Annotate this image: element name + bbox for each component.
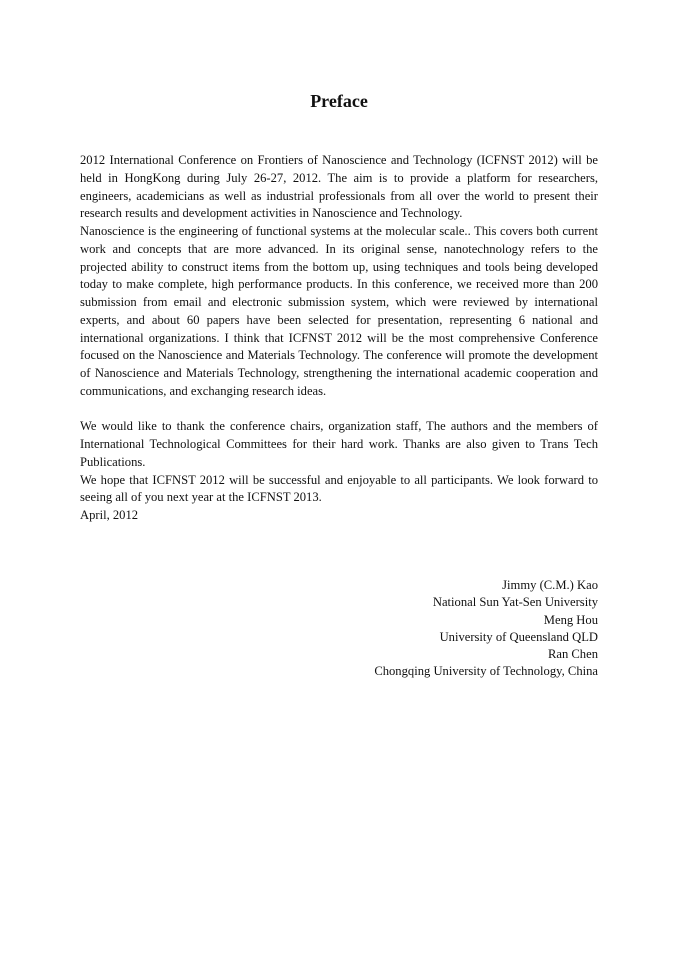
signature-name-chen: Ran Chen	[547, 647, 598, 662]
paragraph-thanks: We would like to thank the conference chairs, organization staff, The authors and the members of International Technological Committees for their hard work. Thanks are also given to Trans Tech Publications.	[80, 419, 598, 469]
signature-affiliation-cqut: Chongqing University of Technology, China	[374, 664, 598, 679]
signature-affiliation-uq: University of Queensland QLD	[439, 629, 598, 644]
paragraph-intro: 2012 International Conference on Frontiers of Nanoscience and Technology (ICFNST 2012) will be held in HongKong during July 26-27, 2012. The aim is to provide a platform for researchers, engineers, academicians as well as industrial professionals from all over the world to present their research results and development activities in Nanoscience and Technology.	[80, 153, 598, 221]
paragraph-hope: We hope that ICFNST 2012 will be successful and enjoyable to all participants. We look forward to seeing all of you next year at the ICFNST 2013.	[80, 472, 598, 505]
signature-name-kao: Jimmy (C.M.) Kao	[502, 578, 598, 592]
paragraph-nanoscience: Nanoscience is the engineering of functional systems at the molecular scale.. This covers both current work and concepts that are more advanced. In its original sense, nanotechnology refers to the projected ability to construct items from the bottom up, using techniques and tools being developed today to make complete, high performance products. In this conference, we received more than 200 submission from email and electronic submission system, which were reviewed by international experts, and about 60 papers have been selected for presentation, representing 6 national and international organizations. I think that ICFNST 2012 will be the most comprehensive Conference focused on the Nanoscience and Materials Technology. The conference will promote the development of Nanoscience and Materials Technology, strengthening the international academic cooperation and communications, and exchanging research ideas.	[80, 224, 598, 398]
signature-name-hou: Meng Hou	[543, 612, 598, 627]
date-line: April, 2012	[80, 508, 139, 522]
signature-block	[374, 577, 598, 681]
signature-affiliation-nsysu: National Sun Yat-Sen University	[432, 595, 598, 610]
page-title: Preface	[310, 91, 368, 111]
preface-body	[80, 152, 598, 525]
